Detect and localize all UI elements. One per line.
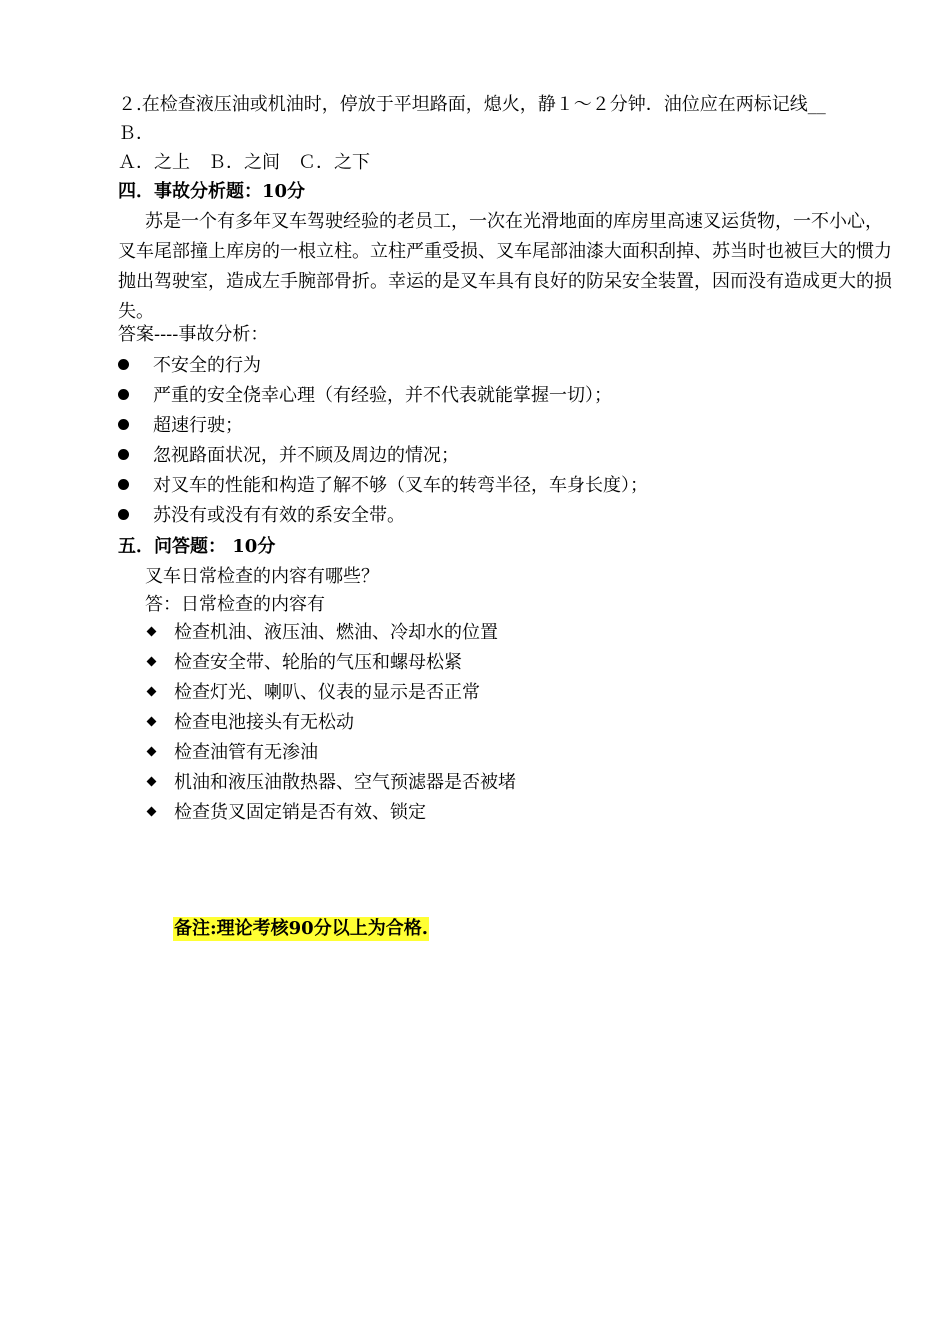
analysis-item: 严重的安全侥幸心理（有经验，并不代表就能掌握一切）；	[118, 384, 612, 408]
question-2-text: ２.在检查液压油或机油时，停放于平坦路面，熄火，静１～２分钟．油位应在两标记线__	[118, 94, 826, 115]
diamond-bullet-icon	[147, 807, 157, 817]
passing-note: 备注:理论考核90分以上为合格.	[174, 918, 428, 939]
bullet-dot-icon	[118, 449, 129, 460]
analysis-item: 苏没有或没有有效的系安全带。	[118, 504, 405, 528]
check-item: 检查电池接头有无松动	[147, 711, 354, 735]
section-4-title: 四．事故分析题：10分	[118, 181, 306, 202]
diamond-bullet-icon	[147, 657, 157, 667]
answer-text: 答：日常检查的内容有	[145, 594, 325, 615]
bullet-dot-icon	[118, 509, 129, 520]
diamond-bullet-icon	[147, 717, 157, 727]
question-2-options: Ａ．之上 Ｂ．之间 Ｃ．之下	[118, 152, 370, 173]
question-text: 叉车日常检查的内容有哪些？	[145, 566, 379, 587]
diamond-bullet-icon	[147, 777, 157, 787]
bullet-dot-icon	[118, 359, 129, 370]
diamond-bullet-icon	[147, 687, 157, 697]
check-item: 检查油管有无渗油	[147, 741, 318, 765]
analysis-item: 忽视路面状况，并不顾及周边的情况；	[118, 444, 459, 468]
section-5-title: 五．问答题： 10分	[118, 536, 276, 557]
bullet-dot-icon	[118, 479, 129, 490]
check-item: 机油和液压油散热器、空气预滤器是否被堵	[147, 771, 516, 795]
check-item: 检查机油、液压油、燃油、冷却水的位置	[147, 621, 498, 645]
accident-paragraph-text: 苏是一个有多年叉车驾驶经验的老员工，一次在光滑地面的库房里高速叉运货物，一不小心，叉车尾部撞上库房的一根立柱。立柱严重受损、叉车尾部油漆大面积刮掉、苏当时也被巨大的惯力抛出驾驶室，造成左手腕部骨折。幸运的是叉车具有良好的防呆安全装置，因而没有造成更大的损失。	[118, 211, 892, 322]
bullet-dot-icon	[118, 419, 129, 430]
diamond-bullet-icon	[147, 747, 157, 757]
check-item: 检查货叉固定销是否有效、锁定	[147, 801, 426, 825]
question-2-answer: Ｂ．	[118, 123, 154, 144]
analysis-item: 超速行驶；	[118, 414, 243, 438]
bullet-dot-icon	[118, 389, 129, 400]
check-item: 检查灯光、喇叭、仪表的显示是否正常	[147, 681, 480, 705]
answer-label: 答案----事故分析：	[118, 324, 269, 345]
accident-paragraph	[118, 207, 893, 327]
check-item: 检查安全带、轮胎的气压和螺母松紧	[147, 651, 462, 675]
analysis-item: 不安全的行为	[118, 354, 261, 378]
diamond-bullet-icon	[147, 627, 157, 637]
analysis-item: 对叉车的性能和构造了解不够（叉车的转弯半径，车身长度）；	[118, 474, 648, 498]
